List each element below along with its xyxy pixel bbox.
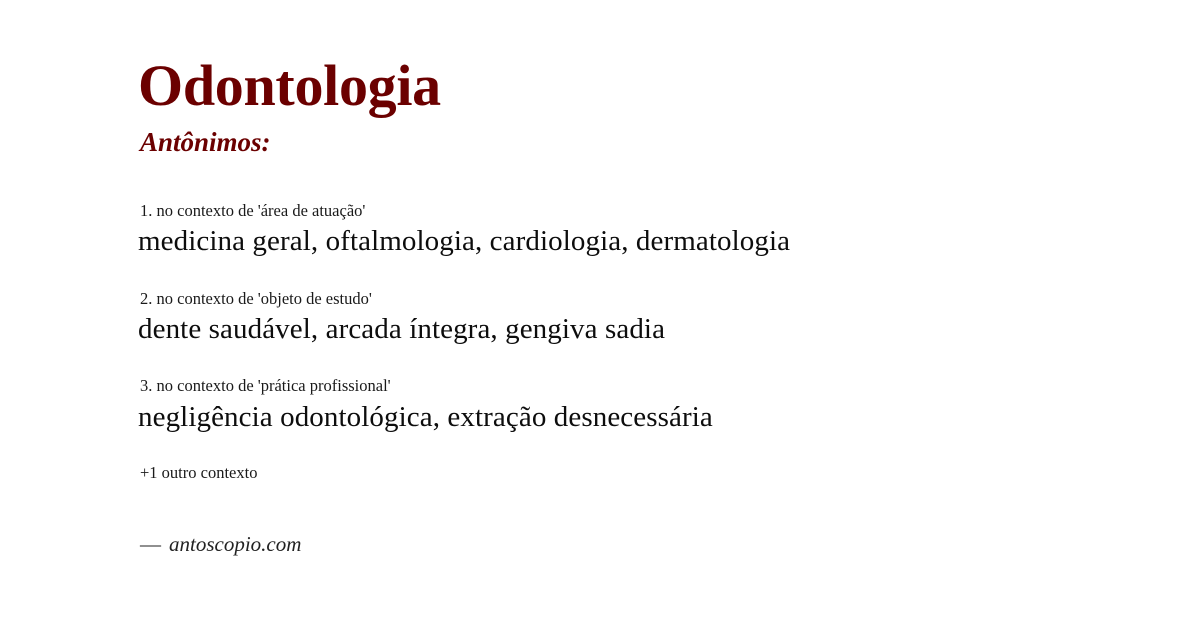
sense-antonyms: medicina geral, oftalmologia, cardiologia, dermatologia: [138, 225, 791, 258]
sense-context-label: 3. no contexto de 'prática profissional': [140, 376, 391, 396]
sense-antonyms: dente saudável, arcada íntegra, gengiva sadia: [138, 313, 666, 346]
source-attribution: [140, 532, 301, 557]
sense-context-label: 1. no contexto de 'área de atuação': [140, 200, 366, 220]
sense-antonyms: negligência odontológica, extração desnecessária: [138, 400, 713, 433]
sense-entry: [138, 288, 1090, 348]
sense-entry: [138, 200, 1090, 260]
more-contexts-label: +1 outro contexto: [140, 462, 258, 482]
senses-list: [138, 200, 1090, 435]
sense-context-label: 2. no contexto de 'objeto de estudo': [140, 288, 372, 308]
page-title: Odontologia: [138, 53, 441, 118]
em-dash: —: [140, 532, 161, 556]
sense-entry: [138, 375, 1090, 435]
section-subtitle: Antônimos:: [140, 126, 271, 157]
source-name: antoscopio.com: [169, 532, 302, 556]
